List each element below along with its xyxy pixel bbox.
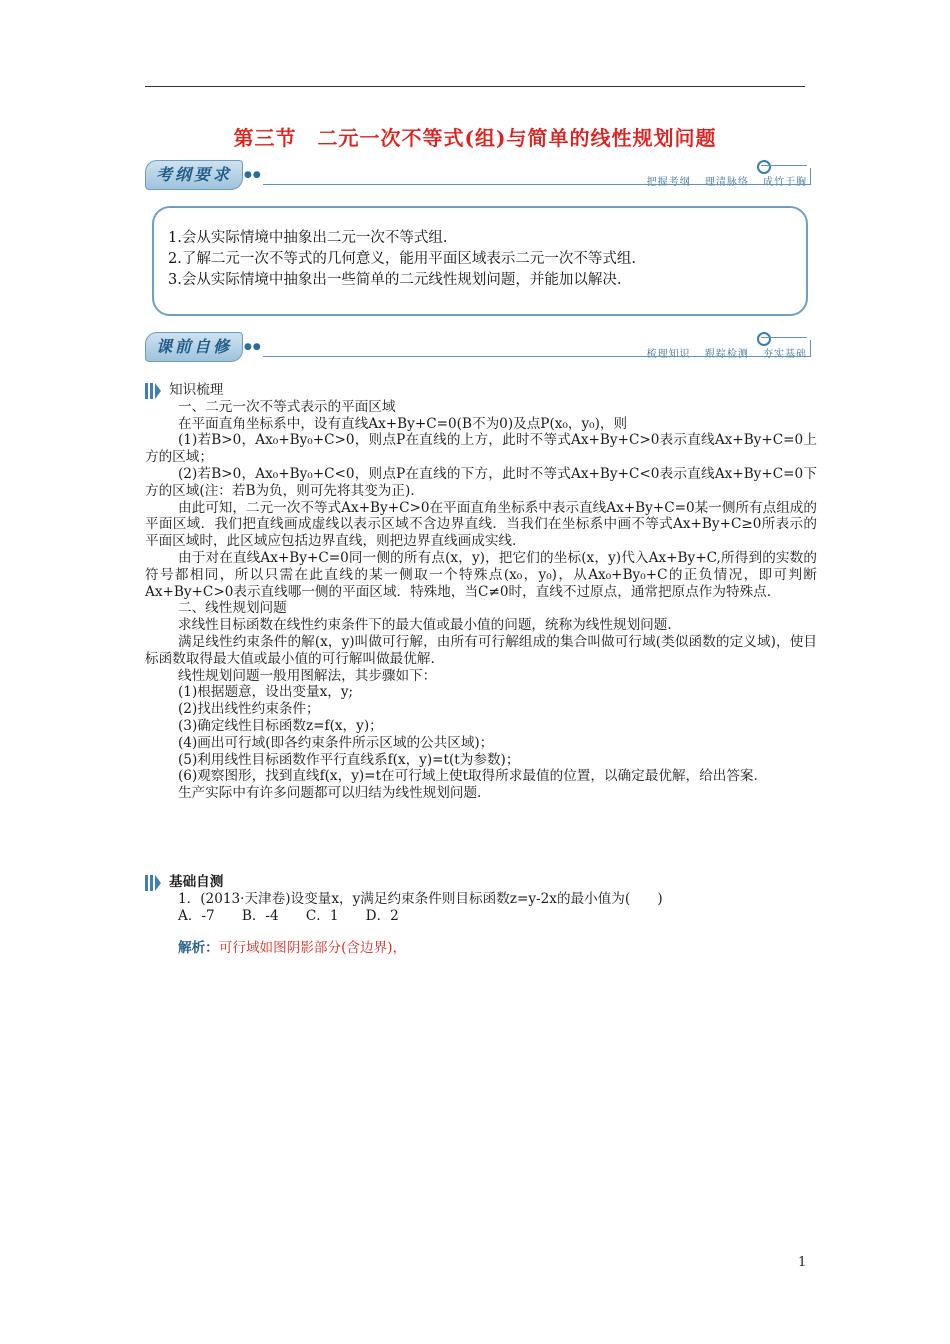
banner-dots-icon: ●●	[244, 342, 262, 352]
paragraph: 在平面直角坐标系中，设有直线Ax+By+C=0(B不为0)及点P(x₀，y₀)，则	[178, 415, 628, 432]
question-text: 1．(2013·天津卷)设变量x，y满足约束条件则目标函数z=y-2x的最小值为( )	[178, 890, 663, 907]
step-item: (5)利用线性目标函数作平行直线系f(x，y)=t(t为参数)；	[178, 751, 520, 768]
banner-circle-icon	[757, 332, 771, 346]
pre-class-banner	[145, 332, 811, 368]
exam-requirements-banner	[145, 160, 811, 196]
top-rule	[145, 86, 805, 87]
paragraph: (2)若B>0，Ax₀+By₀+C<0，则点P在直线的下方，此时不等式Ax+By+C<0表示直线Ax+By+C=0下方的区域(注：若B为负，则可先将其变为正).	[145, 465, 817, 499]
section-bars-icon	[145, 875, 165, 891]
banner-tag: 考纲要求	[145, 160, 243, 190]
section-heading: 知识梳理	[145, 382, 817, 399]
paragraph: 求线性目标函数在线性约束条件下的最大值或最小值的问题，统称为线性规划问题.	[178, 617, 672, 634]
requirement-item: 2.了解二元一次不等式的几何意义，能用平面区域表示二元一次不等式组.	[168, 251, 636, 267]
question-options: A．-7 B．-4 C．1 D．2	[178, 907, 399, 924]
requirements-box	[152, 206, 808, 316]
banner-slogan: 梳理知识 跟踪检测 夯实基础	[646, 349, 807, 360]
banner-tag: 课前自修	[145, 332, 243, 362]
paragraph: 线性规划问题一般用图解法，其步骤如下：	[178, 667, 437, 684]
paragraph: 生产实际中有许多问题都可以归结为线性规划问题.	[178, 785, 482, 802]
step-item: (2)找出线性约束条件；	[178, 701, 320, 718]
page-title: 第三节 二元一次不等式(组)与简单的线性规划问题	[233, 126, 717, 150]
subsection-title: 一、二元一次不等式表示的平面区域	[178, 398, 396, 415]
paragraph: 满足线性约束条件的解(x，y)叫做可行解，由所有可行解组成的集合叫做可行域(类似函数的定义域)，使目标函数取得最大值或最小值的可行解叫做最优解.	[145, 633, 817, 667]
step-item: (4)画出可行域(即各约束条件所示区域的公共区域)；	[178, 734, 494, 751]
paragraph: 由于对在直线Ax+By+C=0同一侧的所有点(x，y)，把它们的坐标(x，y)代入Ax+By+C,所得到的实数的符号都相同，所以只需在此直线的某一侧取一个特殊点(x₀，y₀)，从Ax₀+By₀+C的正负情况，即可判断Ax+By+C>0表示直线哪一侧的平面区域．特殊地，当C≠0时，直线不过原点，通常把原点作为特殊点.	[145, 549, 817, 600]
section-bars-icon	[145, 383, 165, 399]
answer-text: 可行域如图阴影部分(含边界)，	[218, 940, 407, 957]
banner-slogan: 把握考纲 理清脉络 成竹于胸	[646, 177, 807, 188]
page-number: 1	[798, 1255, 807, 1270]
banner-dots-icon: ●●	[244, 170, 262, 180]
knowledge-section	[145, 382, 817, 802]
requirement-item: 3.会从实际情境中抽象出一些简单的二元线性规划问题，并能加以解决.	[168, 272, 622, 288]
answer-label: 解析：	[178, 940, 219, 957]
subsection-title: 二、线性规划问题	[178, 600, 287, 617]
step-item: (3)确定线性目标函数z=f(x，y)；	[178, 717, 383, 734]
step-item: (1)根据题意，设出变量x，y;	[178, 684, 354, 701]
section-heading: 基础自测	[145, 874, 817, 891]
step-item: (6)观察图形，找到直线f(x，y)=t在可行域上使t取得所求最值的位置，以确定最优解，给出答案.	[178, 768, 758, 785]
answer-line	[145, 940, 817, 957]
requirement-item: 1.会从实际情境中抽象出二元一次不等式组.	[168, 230, 448, 246]
paragraph: 由此可知，二元一次不等式Ax+By+C>0在平面直角坐标系中表示直线Ax+By+C=0某一侧所有点组成的平面区域．我们把直线画成虚线以表示区域不含边界直线．当我们在坐标系中画不等式Ax+By+C≥0所表示的平面区域时，此区域应包括边界直线，则把边界直线画成实线.	[145, 499, 817, 550]
self-test-section	[145, 874, 817, 957]
paragraph: (1)若B>0，Ax₀+By₀+C>0，则点P在直线的上方，此时不等式Ax+By+C>0表示直线Ax+By+C=0上方的区域；	[145, 432, 817, 466]
banner-circle-icon	[757, 160, 771, 174]
